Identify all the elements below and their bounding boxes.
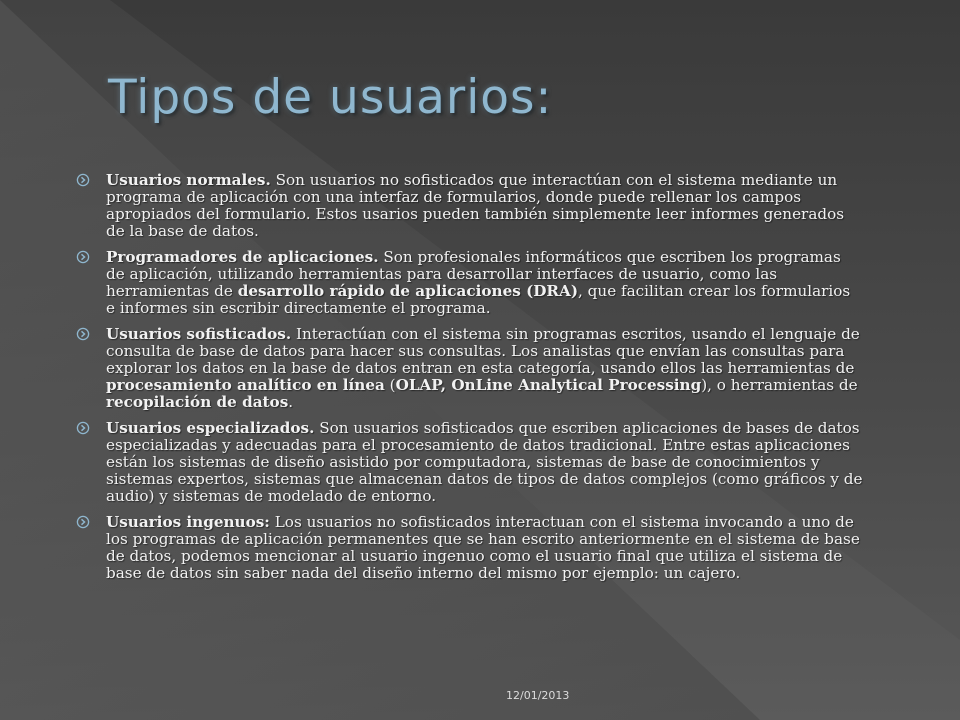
item-bold-text: recopilación de datos (106, 393, 289, 411)
item-bold-text: procesamiento analítico en línea (106, 376, 385, 394)
list-item-programadores (74, 249, 864, 317)
item-text: Son usuarios no sofisticados que interactúan con el sistema mediante un programa de aplicación con una interfaz de formularios, donde puede rellenar los campos apropiados del formulario. Estos usarios pueden también simplemente leer informes generados de la base de datos. (106, 171, 845, 240)
circled-arrow-icon (76, 421, 90, 435)
list-item-usuarios-especializados (74, 420, 864, 505)
bullet-list (74, 172, 864, 591)
circled-arrow-icon (76, 173, 90, 187)
item-lead: Usuarios normales. (106, 171, 271, 189)
slide-title: Tipos de usuarios: (108, 70, 553, 125)
item-text: ( (384, 376, 396, 394)
item-text: Son usuarios sofisticados que escriben aplicaciones de bases de datos especializadas y adecuadas para el procesamiento de datos tradicional. Entre estas aplicaciones están los sistemas de diseño asistido por computadora, sistemas de base de conocimientos y sistemas expertos, sistemas que almacenan datos de tipos de datos complejos (como gráficos y de audio) y sistemas de modelado de entorno. (106, 419, 863, 505)
item-text: Interactúan con el sistema sin programas escritos, usando el lenguaje de consulta de base de datos para hacer sus consultas. Los analistas que envían las consultas para explorar los datos en la base de datos entran en esta categoría, usando ellos las herramientas de (106, 325, 860, 377)
footer-date: 12/01/2013 (506, 689, 570, 702)
circled-arrow-icon (76, 250, 90, 264)
item-lead: Usuarios especializados. (106, 419, 315, 437)
item-bold-text: desarrollo rápido de aplicaciones (DRA) (237, 282, 579, 300)
item-text: Son profesionales informáticos que escriben los programas de aplicación, utilizando herramientas para desarrollar interfaces de usuario, como las herramientas de (106, 248, 841, 300)
circled-arrow-icon (76, 327, 90, 341)
list-item-usuarios-ingenuos (74, 514, 864, 582)
item-text: ), o herramientas de (701, 376, 858, 394)
item-lead: Programadores de aplicaciones. (106, 248, 379, 266)
list-item-usuarios-sofisticados (74, 326, 864, 411)
circled-arrow-icon (76, 515, 90, 529)
list-item-usuarios-normales (74, 172, 864, 240)
item-text: Los usuarios no sofisticados interactuan con el sistema invocando a uno de los programas de aplicación permanentes que se han escrito anteriormente en el sistema de base de datos, podemos mencionar al usuario ingenuo como el usuario final que utiliza el sistema de base de datos sin saber nada del diseño interno del mismo por ejemplo: un cajero. (106, 513, 860, 582)
item-bold-text: OLAP, OnLine Analytical Processing (395, 376, 702, 394)
item-lead: Usuarios sofisticados. (106, 325, 292, 343)
item-text: . (288, 393, 294, 411)
item-text: , que facilitan crear los formularios e informes sin escribir directamente el programa. (106, 282, 851, 317)
item-lead: Usuarios ingenuos: (106, 513, 270, 531)
